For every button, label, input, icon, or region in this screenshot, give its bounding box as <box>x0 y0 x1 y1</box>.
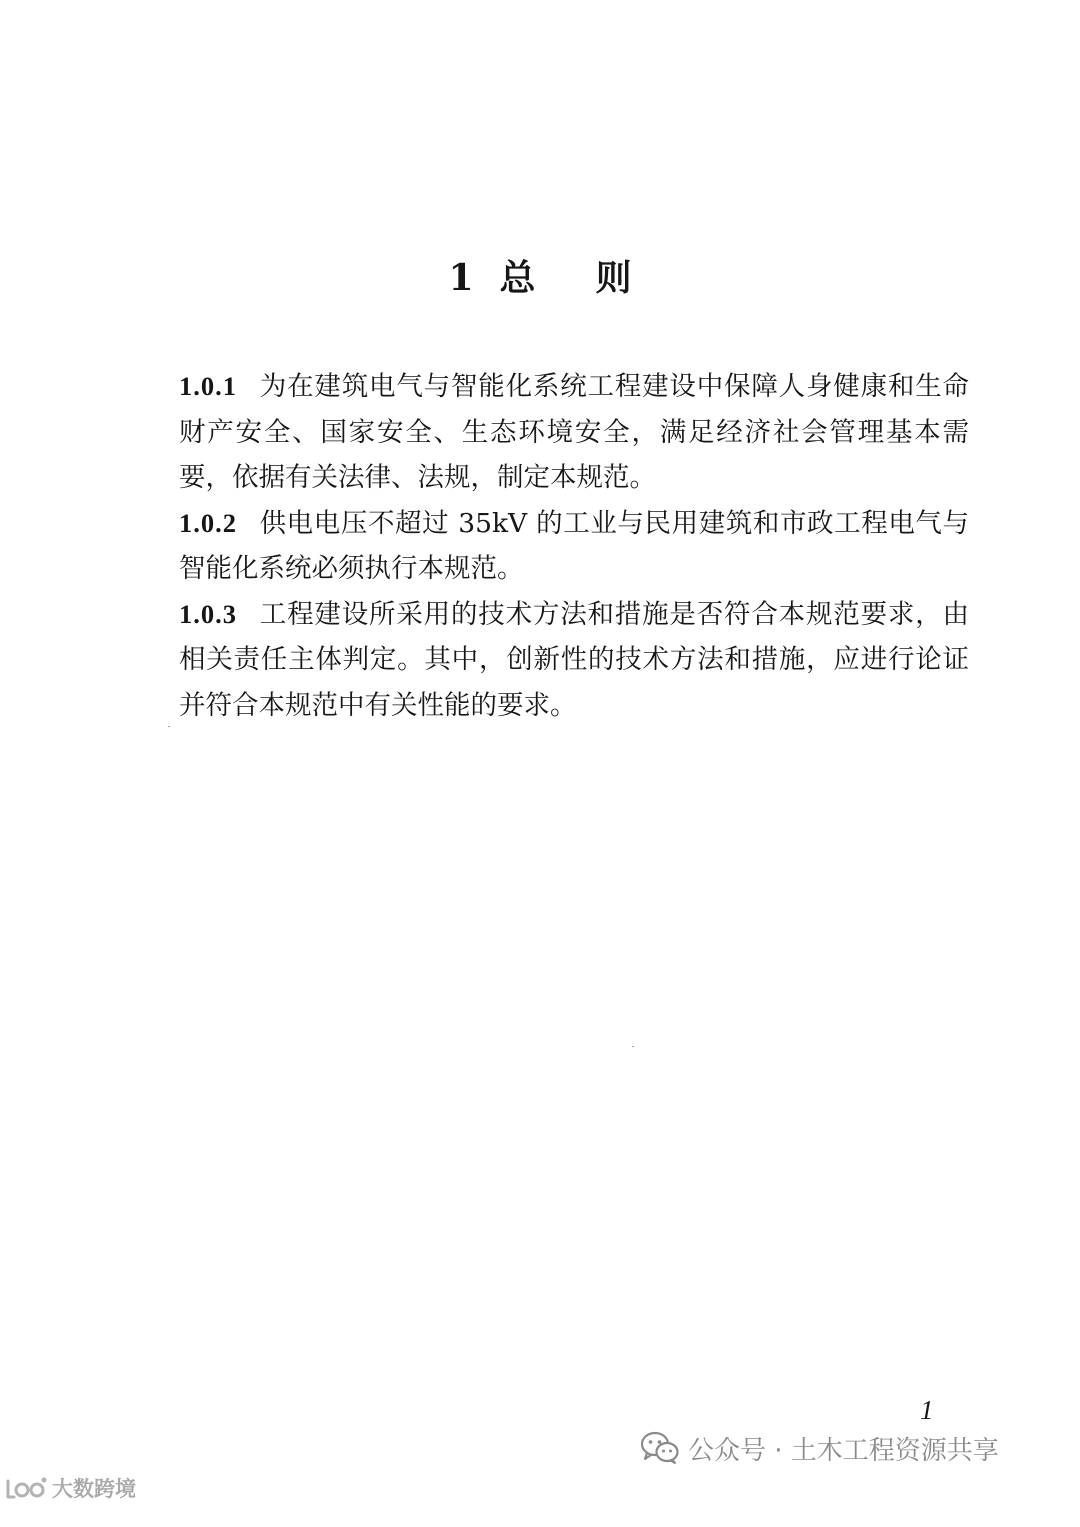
chapter-title-char-2: 则 <box>595 257 632 299</box>
corner-logo <box>4 1473 136 1503</box>
page-number: 1 <box>920 1395 934 1425</box>
chapter-title <box>0 252 1080 304</box>
corner-logo-text: 大数跨境 <box>52 1477 136 1501</box>
clause-text: 为在建筑电气与智能化系统工程建设中保障人身健康和生命财产安全、国家安全、生态环境安全，满足经济社会管理基本需要，依据有关法律、法规，制定本规范。 <box>179 371 969 493</box>
watermark-text: 公众号 · 土木工程资源共享 <box>688 1435 999 1466</box>
logo-mark-icon <box>4 1475 50 1501</box>
scan-speck <box>168 726 170 727</box>
wechat-icon <box>640 1431 680 1465</box>
clause-text: 工程建设所采用的技术方法和措施是否符合本规范要求，由相关责任主体判定。其中，创新性的技术方法和措施，应进行论证并符合本规范中有关性能的要求。 <box>179 598 969 721</box>
clause-list <box>179 364 969 728</box>
clause-1-0-3 <box>179 592 969 729</box>
clause-text: 供电电压不超过 35kV 的工业与民用建筑和市政工程电气与智能化系统必须执行本规范。 <box>179 507 969 584</box>
clause-1-0-1 <box>179 364 969 501</box>
clause-number: 1.0.3 <box>179 598 237 629</box>
clause-number: 1.0.1 <box>179 371 237 401</box>
chapter-title-char-1: 总 <box>499 257 536 299</box>
chapter-number: 1 <box>448 257 474 299</box>
wechat-watermark <box>640 1428 999 1468</box>
clause-1-0-2 <box>179 501 969 592</box>
clause-number: 1.0.2 <box>179 507 237 538</box>
scan-speck <box>632 1046 634 1047</box>
